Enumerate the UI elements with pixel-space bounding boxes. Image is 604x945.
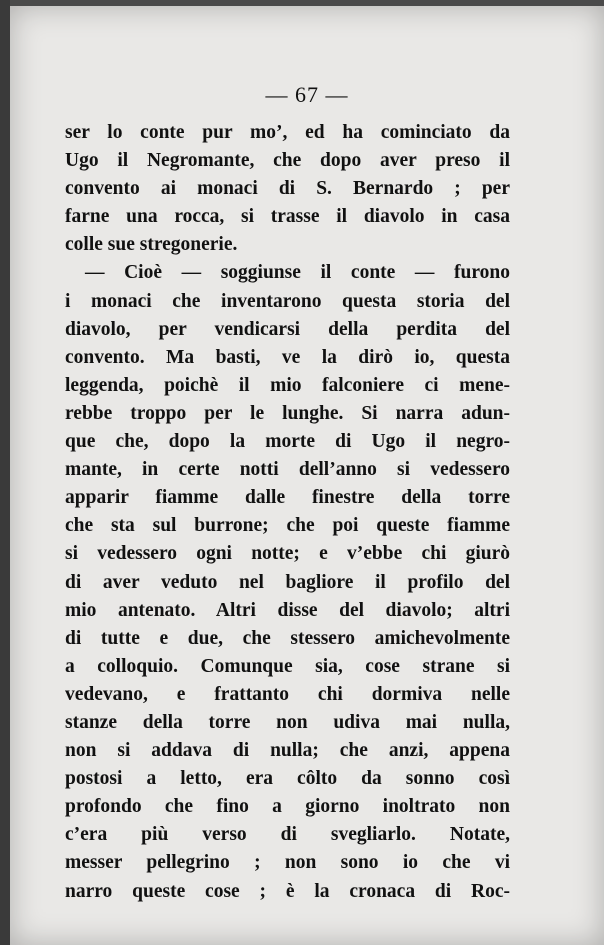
text-line: non si addava di nulla; che anzi, appena bbox=[65, 740, 510, 762]
text-line: diavolo, per vendicarsi della perdita del bbox=[65, 318, 510, 340]
book-page bbox=[10, 6, 604, 945]
text-line: a colloquio. Comunque sia, cose strane si bbox=[65, 655, 510, 677]
text-line: si vedessero ogni notte; e v’ebbe chi giurò bbox=[65, 543, 510, 565]
text-line: apparir fiamme dalle finestre della torre bbox=[65, 487, 510, 509]
text-line: vedevano, e frattanto chi dormiva nelle bbox=[65, 683, 510, 705]
text-line: di tutte e due, che stessero amichevolmente bbox=[65, 627, 510, 649]
text-line: i monaci che inventarono questa storia del bbox=[65, 290, 510, 312]
text-line: mante, in certe notti dell’anno si vedessero bbox=[65, 459, 510, 481]
text-line: che sta sul burrone; che poi queste fiamme bbox=[65, 515, 510, 537]
text-line: mio antenato. Altri disse del diavolo; altri bbox=[65, 599, 510, 621]
text-line: convento ai monaci di S. Bernardo ; per bbox=[65, 178, 510, 200]
text-line: stanze della torre non udiva mai nulla, bbox=[65, 711, 510, 733]
book-spine-edge bbox=[0, 0, 10, 945]
page-number: — 67 — bbox=[265, 82, 349, 107]
text-line: postosi a letto, era côlto da sonno così bbox=[65, 768, 510, 790]
text-line: leggenda, poichè il mio falconiere ci mene- bbox=[65, 374, 510, 396]
text-line: di aver veduto nel bagliore il profilo del bbox=[65, 571, 510, 593]
text-line: farne una rocca, si trasse il diavolo in casa bbox=[65, 206, 510, 228]
text-line: Ugo il Negromante, che dopo aver preso il bbox=[65, 150, 510, 172]
text-line: rebbe troppo per le lunghe. Si narra adun- bbox=[65, 402, 510, 424]
text-line: profondo che fino a giorno inoltrato non bbox=[65, 796, 510, 818]
body-text bbox=[65, 119, 510, 906]
text-line: que che, dopo la morte di Ugo il negro- bbox=[65, 431, 510, 453]
text-line: messer pellegrino ; non sono io che vi bbox=[65, 852, 510, 874]
text-line: ser lo conte pur mo’, ed ha cominciato da bbox=[65, 122, 510, 143]
text-line: convento. Ma basti, ve la dirò io, questa bbox=[65, 346, 510, 368]
text-line: — Cioè — soggiunse il conte — furono bbox=[85, 262, 510, 284]
text-line: colle sue stregonerie. bbox=[65, 234, 238, 256]
text-line: narro queste cose ; è la cronaca di Roc- bbox=[65, 880, 510, 902]
text-line: c’era più verso di svegliarlo. Notate, bbox=[65, 824, 510, 846]
